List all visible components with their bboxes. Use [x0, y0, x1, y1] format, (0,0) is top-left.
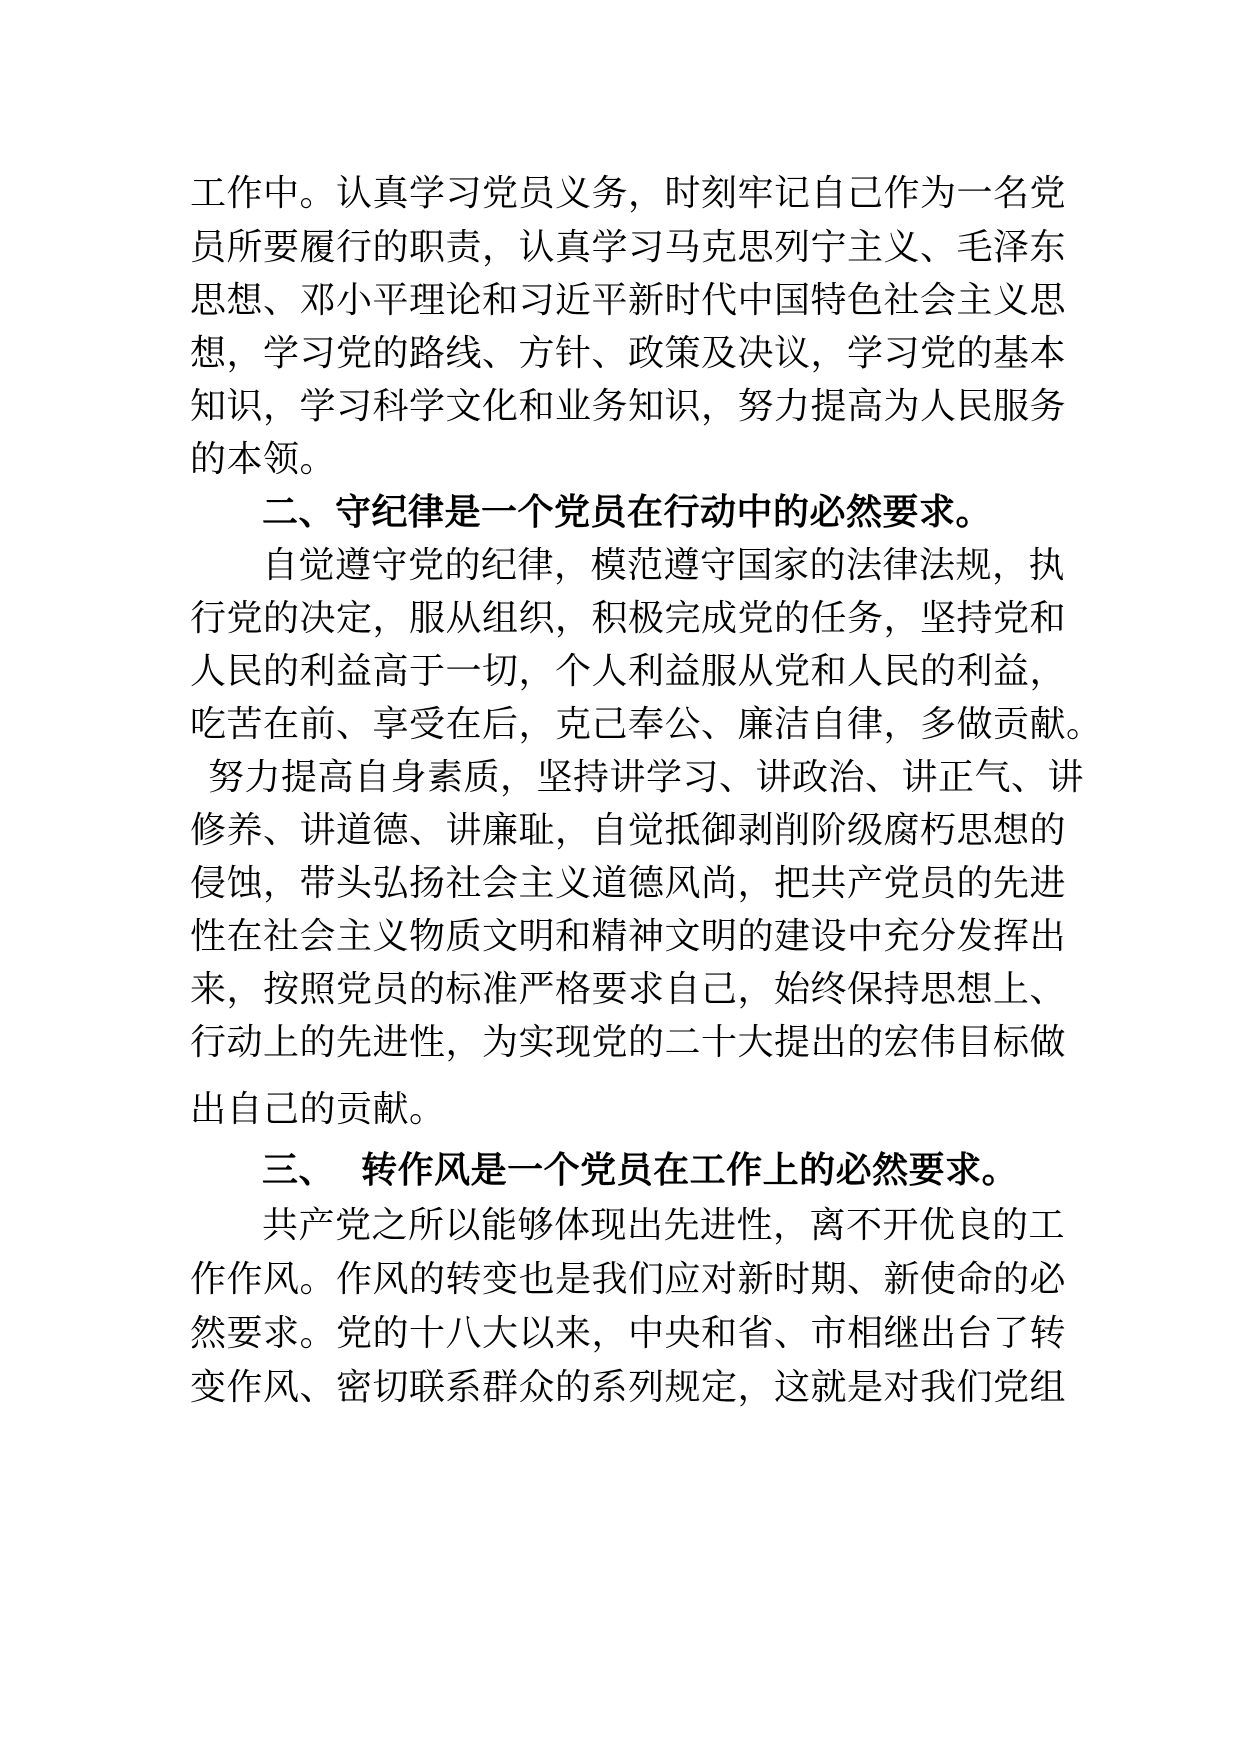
body-text-line: 出自己的贡献。 [190, 1089, 446, 1130]
body-text-line: 吃苦在前、享受在后，克己奉公、廉洁自律，多做贡献。 [190, 704, 1103, 745]
body-text-line: 知识，学习科学文化和业务知识，努力提高为人民服务 [190, 386, 1067, 427]
body-text-line: 作作风。作风的转变也是我们应对新时期、新使命的必 [190, 1259, 1067, 1300]
body-text-line: 工作中。认真学习党员义务，时刻牢记自己作为一名党 [190, 173, 1067, 214]
body-text-line: 想，学习党的路线、方针、政策及决议，学习党的基本 [190, 333, 1067, 374]
body-text-line: 人民的利益高于一切，个人利益服从党和人民的利益， [190, 651, 1067, 692]
body-text-line: 来，按照党员的标准严格要求自己，始终保持思想上、 [190, 969, 1067, 1010]
body-text-line: 然要求。党的十八大以来，中央和省、市相继出台了转 [190, 1313, 1067, 1354]
section-heading: 三、 转作风是一个党员在工作上的必然要求。 [262, 1150, 1019, 1191]
section-heading: 二、守纪律是一个党员在行动中的必然要求。 [262, 492, 993, 533]
body-text-line: 修养、讲道德、讲廉耻，自觉抵御剥削阶级腐朽思想的 [190, 810, 1067, 851]
body-text-line: 自觉遵守党的纪律，模范遵守国家的法律法规，执 [262, 545, 1066, 586]
body-text-line: 行党的决定，服从组织，积极完成党的任务，坚持党和 [190, 598, 1067, 639]
body-text-line: 员所要履行的职责，认真学习马克思列宁主义、毛泽东 [190, 227, 1067, 268]
body-text-line: 侵蚀，带头弘扬社会主义道德风尚，把共产党员的先进 [190, 863, 1067, 904]
body-text-line: 思想、邓小平理论和习近平新时代中国特色社会主义思 [190, 280, 1067, 321]
body-text-line: 努力提高自身素质，坚持讲学习、讲政治、讲正气、讲 [208, 757, 1085, 798]
body-text-line: 共产党之所以能够体现出先进性，离不开优良的工 [262, 1205, 1066, 1246]
body-text-line: 行动上的先进性，为实现党的二十大提出的宏伟目标做 [190, 1022, 1067, 1063]
body-text-line: 的本领。 [190, 439, 337, 480]
body-text-line: 性在社会主义物质文明和精神文明的建设中充分发挥出 [190, 916, 1067, 957]
body-text-line: 变作风、密切联系群众的系列规定，这就是对我们党组 [190, 1367, 1067, 1408]
